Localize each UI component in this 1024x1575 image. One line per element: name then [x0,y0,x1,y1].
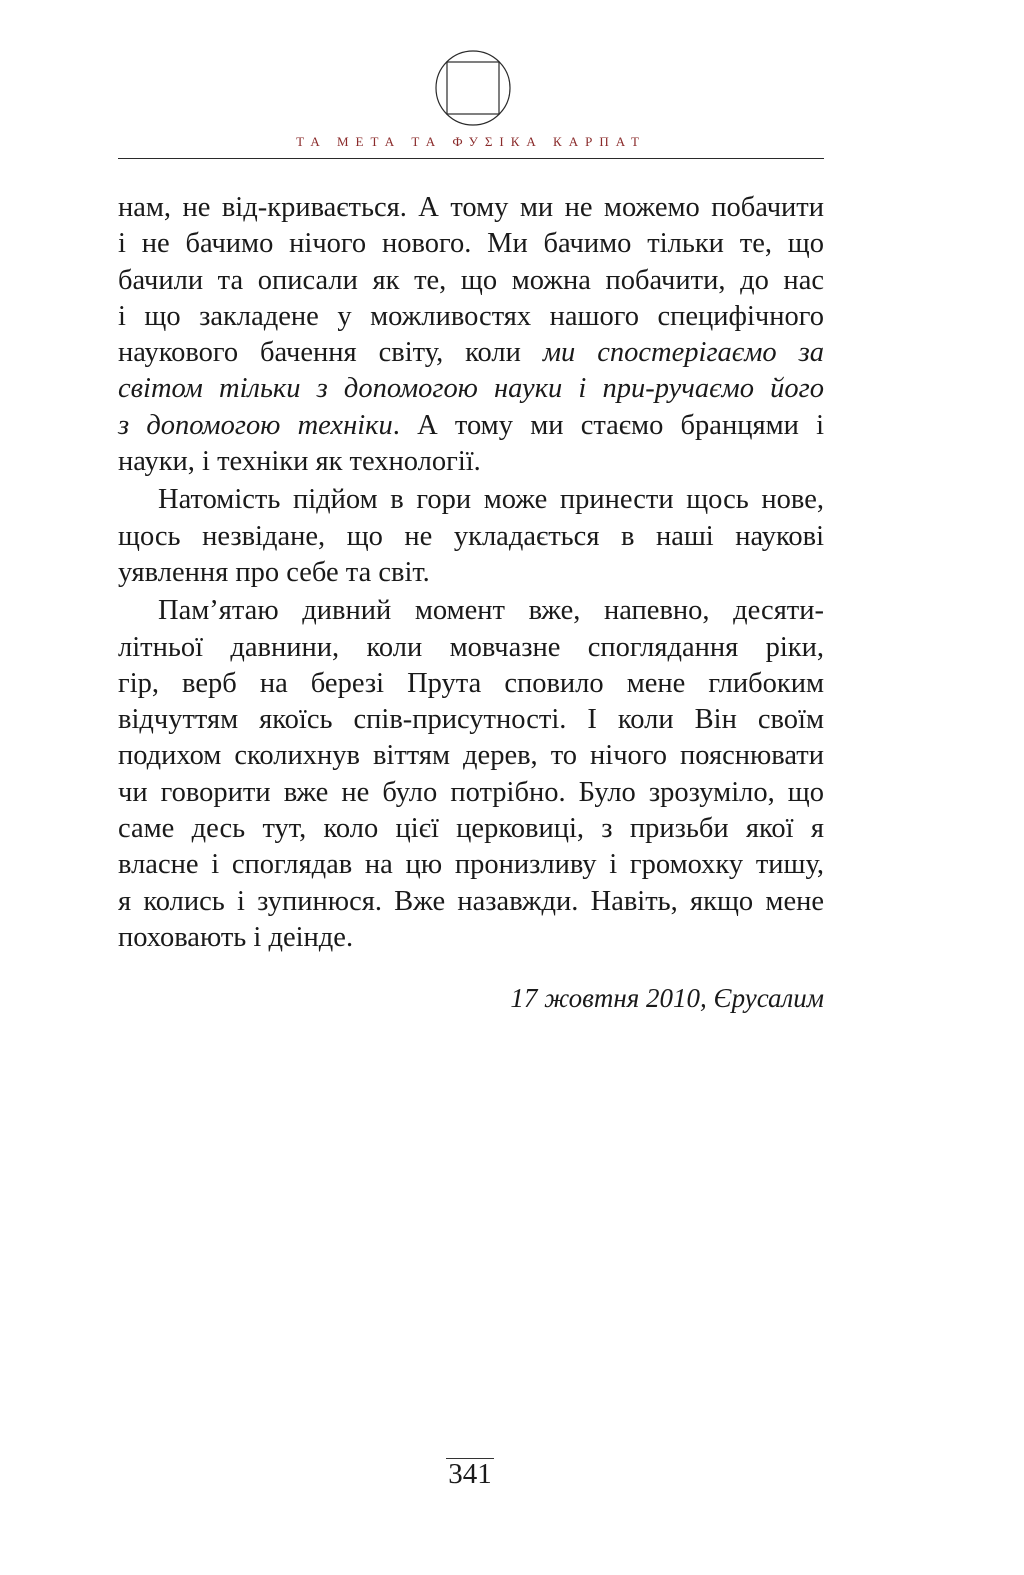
running-head-title: ТА МЕТА ТА ФУΣІКА КАРПАТ [296,134,646,149]
text-line [118,371,824,407]
text-line: я колись і зупинюся. Вже назавжди. Навіть, якщо мене [118,885,824,917]
text-line: поховають і деінде. [118,921,354,953]
text-line: і не бачимо нічого нового. Ми бачимо тільки те, що [118,228,824,260]
text-line: Пам’ятаю дивний момент вже, напевно, десяти- [158,595,824,627]
circle-square-emblem [434,49,512,127]
body-text [118,190,824,956]
text-line: чи говорити вже не було потрібно. Було зрозуміло, що [118,776,824,808]
page-number-container [0,1458,940,1491]
date-place-signature: 17 жовтня 2010, Єрусалим [510,983,824,1013]
text-line: літньої давнини, коли мовчазне споглядання ріки, [118,631,824,663]
text-line: власне і споглядав на цю пронизливу і громохку тишу, [118,849,824,881]
text-line: з допомогою техніки. А тому ми стаємо бранцями і [118,409,825,441]
text-line: бачили та описали як те, що можна побачити, до нас [118,264,824,296]
text-line: науки, і техніки як технології. [118,446,481,478]
text-line: уявлення про себе та світ. [118,556,430,588]
text-line: гір, верб на березі Прута сповило мене глибоким [118,667,824,699]
text-line: подихом сколихнув віттям дерев, то нічого пояснювати [118,740,824,772]
page-number: 341 [448,1458,492,1490]
header-rule [118,158,824,159]
text-line: нам, не від-кривається. А тому ми не можемо побачити [118,192,824,223]
text-line: Натомість підйом в гори може принести щось нове, [158,484,824,516]
emphasis: з допомогою техніки [118,409,393,441]
emphasis: світом тільки з допомогою науки і при-ручаємо його [118,373,824,405]
text-line: наукового бачення світу, коли ми спостерігаємо за [118,337,824,369]
emphasis: ми спостерігаємо за [542,337,824,369]
text-line: і що закладене у можливостях нашого специфічного [118,300,824,332]
text-line: саме десь тут, коло цієї церковиці, з призьби якої я [118,813,824,845]
text-line: відчуттям якоїсь спів-присутності. І коли Він своїм [118,704,824,736]
text-line: щось незвідане, що не укладається в наші наукові [118,520,824,552]
